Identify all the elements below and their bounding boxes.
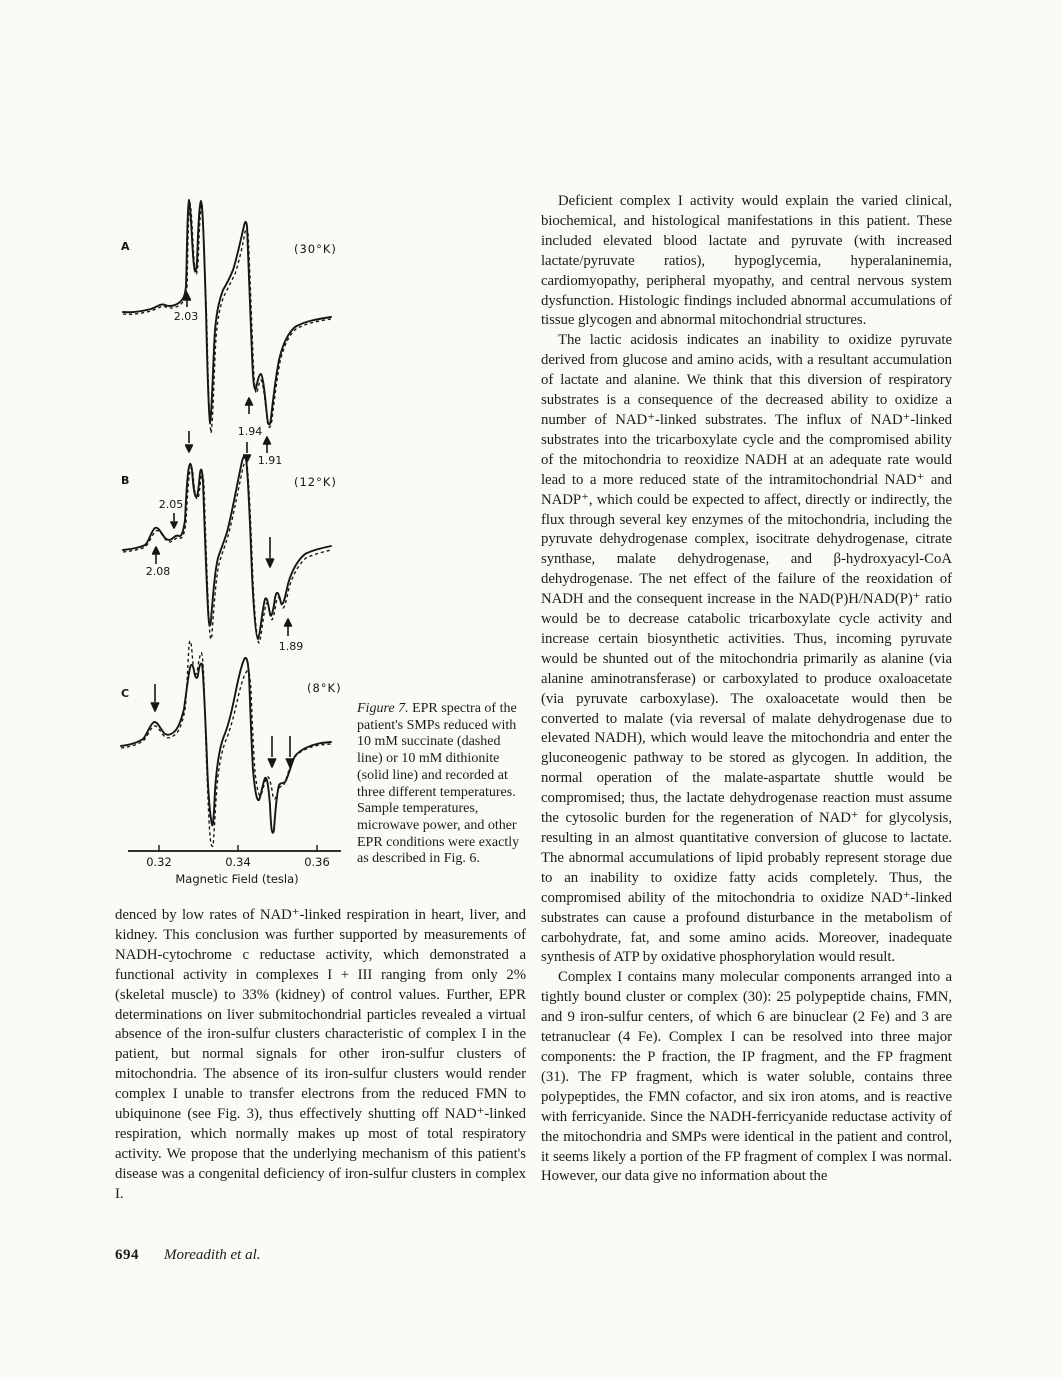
figure-caption-lead: Figure 7. <box>357 701 409 716</box>
right-column <box>541 192 952 1187</box>
temp-label-12k: (12°K) <box>294 475 337 489</box>
down-arrow-c-left <box>151 684 158 711</box>
figure-caption-body: EPR spectra of the patient's SMPs reduced with 10 mM succinate (dashed line) or 10 mM dithionite (solid line) and recorded at three different temperatures. Sample temperatures, microwave power, and other EPR conditions were exactly as described in Fig. 6. <box>357 701 520 867</box>
up-arrow-g191 <box>264 437 271 453</box>
x-tick-label-034: 0.34 <box>225 855 251 869</box>
trace-c-dithionite-solid <box>121 658 331 833</box>
down-arrow-b-right <box>266 537 273 567</box>
temp-label-30k: (30°K) <box>294 242 337 256</box>
g-label-2-05: 2.05 <box>158 498 184 511</box>
page-number: 694 <box>115 1247 139 1263</box>
figure-caption <box>357 701 529 868</box>
left-column <box>115 906 526 1205</box>
g-label-1-89: 1.89 <box>278 640 304 653</box>
panel-label-b: B <box>121 474 130 487</box>
trace-c-succinate-dashed <box>121 641 331 846</box>
panel-label-c: C <box>121 687 130 700</box>
up-arrow-g194 <box>246 398 253 414</box>
down-arrow-g205 <box>171 513 177 528</box>
down-arrow-c-right-1 <box>268 736 275 767</box>
running-head: Moreadith et al. <box>164 1247 261 1263</box>
g-label-1-94: 1.94 <box>237 425 263 438</box>
page-footer <box>115 1247 261 1264</box>
up-arrow-g189 <box>285 619 292 636</box>
g-label-2-03: 2.03 <box>173 310 199 323</box>
trace-a-dithionite-solid <box>123 200 331 425</box>
down-arrow-a-left <box>186 431 193 452</box>
g-label-1-91: 1.91 <box>257 454 283 467</box>
x-tick-label-032: 0.32 <box>146 855 172 869</box>
left-column-paragraph: denced by low rates of NAD⁺-linked respiration in heart, liver, and kidney. This conclusion was further supported by measurements of NADH-cytochrome c reductase activity, which demonstrated a functional activity in complexes I + III ranging from only 2% (skeletal muscle) to 33% (kidney) of control values. Further, EPR determinations on liver submitochondrial particles revealed a virtual absence of the iron-sulfur clusters characteristic of complex I in the patient, but normal signals for other iron-sulfur clusters of mitochondria. The absence of its iron-sulfur clusters would render complex I unable to transfer electrons from the reduced FMN to ubiquinone (see Fig. 3), thus effectively shutting off NAD⁺-linked respiration, which normally makes up most of total respiratory activity. We propose that the underlying mechanism of this patient's disease was a congenital deficiency of iron-sulfur clusters in complex I. <box>115 907 526 1202</box>
down-arrow-c-right-2 <box>286 736 293 767</box>
x-tick-label-036: 0.36 <box>304 855 330 869</box>
right-column-paragraph-2: The lactic acidosis indicates an inability to oxidize pyruvate derived from glucose and amino acids, with a resultant accumulation of lactate and alanine. We think that this diversion of respiratory substrates is a consequence of the decreased ability to oxidize a number of NAD⁺-linked substrates. The influx of NAD⁺-linked substrates into the tricarboxylate cycle and the compromised ability of the mitochondria to reoxidize NADH at an adequate rate would lead to a more reduced state of the intramitochondrial NAD⁺ and NADP⁺, which could be expected to affect, directly or indirectly, the flux through several key enzymes of the mitochondria, including the pyruvate dehydrogenase complex, isocitrate dehydrogenase, citrate synthase, malate dehydrogenase, and β-hydroxyacyl-CoA dehydrogenase. The net effect of the failure of the reoxidation of NADH and the consequent increase in the NAD(P)H/NAD(P)⁺ ratio would be to decrease catabolic tricarboxylate cycle activity and increase certain biosynthetic activities. Thus, incoming pyruvate would be shunted out of the mitochondria primarily as alanine (via alanine aminotransferase) or carboxylated to produce oxaloacetate (via pyruvate carboxylase). The oxaloacetate would then be converted to malate (via reversal of malate dehydrogenase due to elevated NADH), which would leave the mitochondria and enter the gluconeogenic pathway to be stored as glycogen. In addition, the normal operation of the malate-aspartate shuttle would be compromised; thus, the lactate dehydrogenase reaction must assume the cytosolic burden for the regeneration of NAD⁺ for glycolysis, resulting in an almost quantitative conversion of glucose to lactate. The abnormal accumulations of lipid probably represent storage due to an inability to oxidize fatty acids completely. Thus, the compromised ability of the mitochondria to oxidize NAD⁺-linked substrates can cause a profound disturbance in the metabolism of carbohydrate, fat, and some amino acids. Moreover, inadequate synthesis of ATP by oxidative phosphorylation would result. <box>541 332 952 966</box>
trace-a-succinate-dashed <box>123 203 331 433</box>
x-axis-title: Magnetic Field (tesla) <box>175 872 299 886</box>
panel-label-a: A <box>121 240 130 253</box>
temp-label-8k: (8°K) <box>307 681 342 695</box>
up-arrow-g208 <box>153 547 160 564</box>
right-column-paragraph-1: Deficient complex I activity would explain the varied clinical, biochemical, and histological manifestations in this patient. These included elevated blood lactate and pyruvate (with increased lactate/pyruvate ratios), hypoglycemia, hyperalaninemia, cardiomyopathy, peripheral myopathy, and central nervous system dysfunction. Histologic findings included abnormal accumulations of tissue glycogen and abnormal mitochondrial structures. <box>541 193 952 329</box>
g-label-2-08: 2.08 <box>145 565 171 578</box>
down-arrow-a-right <box>244 442 251 462</box>
right-column-paragraph-3: Complex I contains many molecular components arranged into a tightly bound cluster or complex (30): 25 polypeptide chains, FMN, and 9 iron-sulfur centers, of which 6 are binuclear (2 Fe) and 3 are tetranuclear (4 Fe). Complex I can be resolved into three major components: the P fraction, the IP fragment, and the FP fragment (31). The FP fragment, which is water soluble, contains three polypeptides, the FMN cofactor, and six iron atoms, and is reactive with ferricyanide. Since the NADH-ferricyanide reductase activity of the mitochondria and SMPs were identical in the patient and control, it seems likely a portion of the FP fragment of complex I was normal. However, our data give no information about the <box>541 969 952 1185</box>
